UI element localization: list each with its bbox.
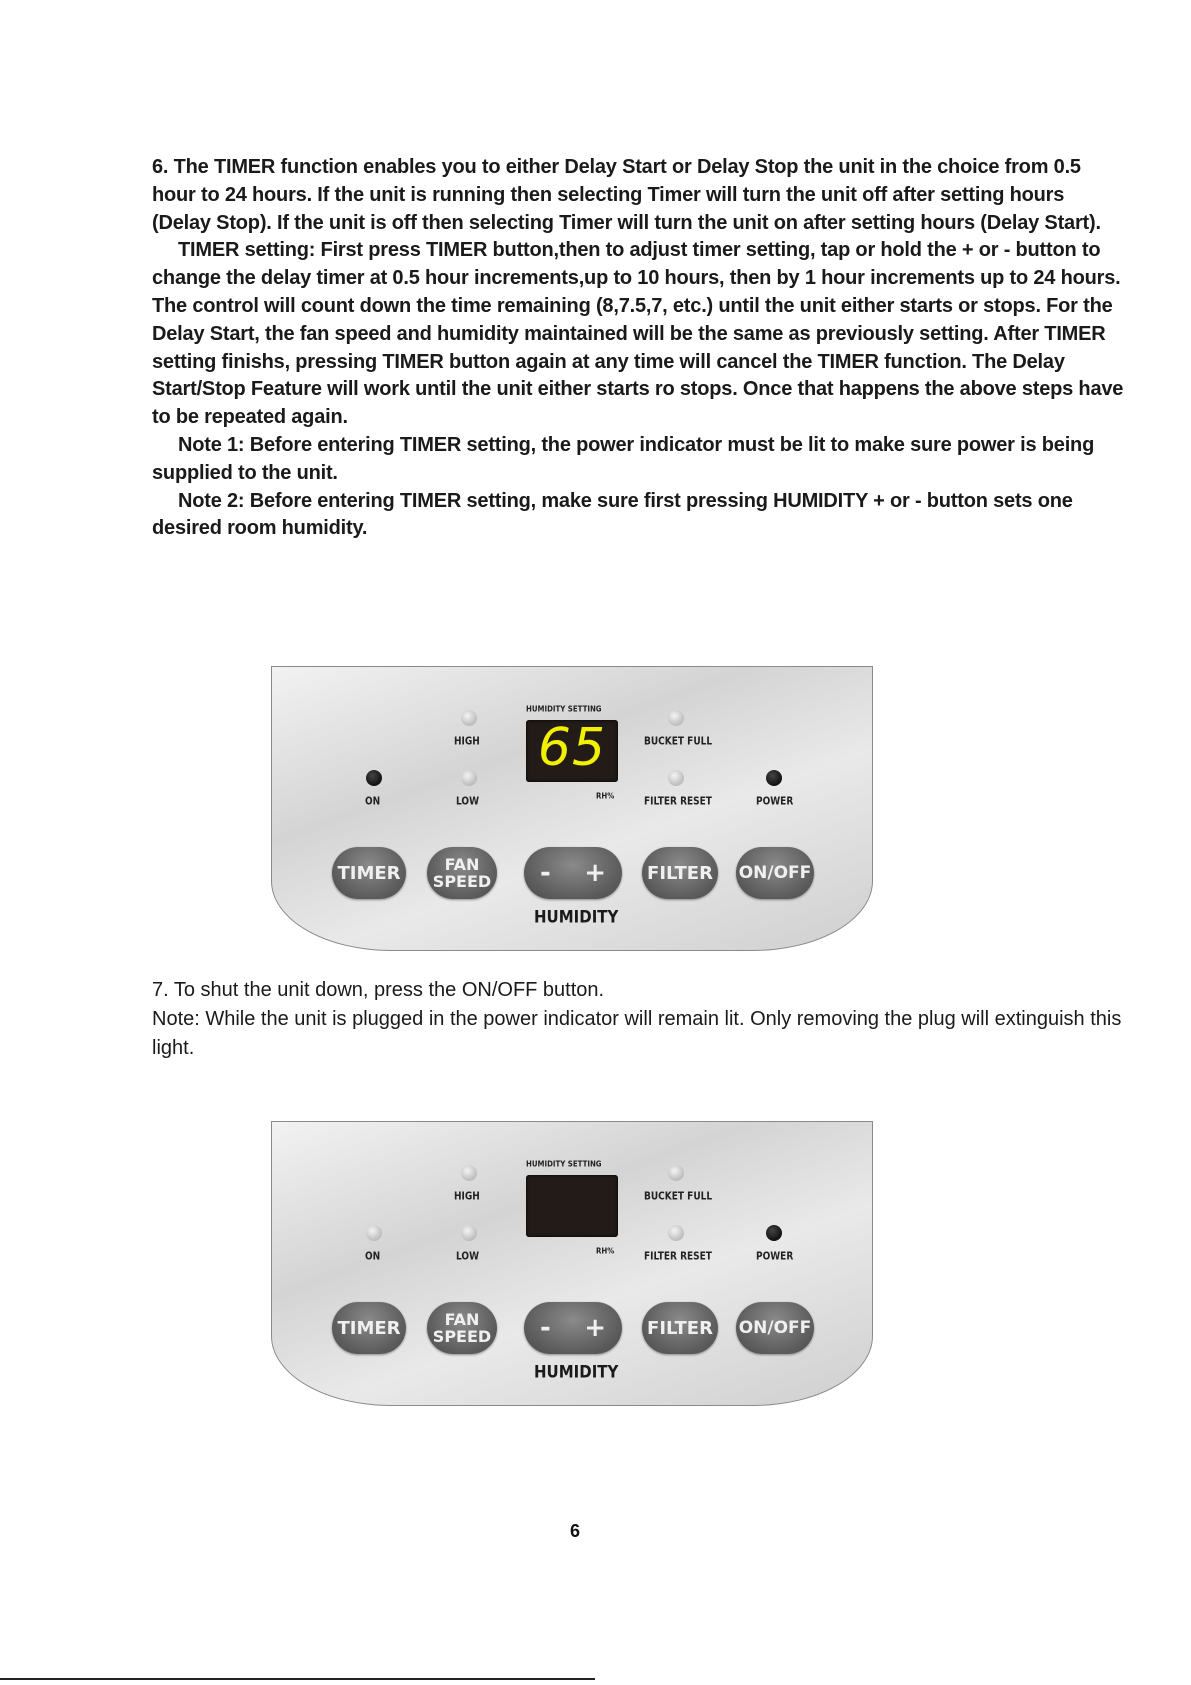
timer-intro-paragraph: 6. The TIMER function enables you to either Delay Start or Delay Stop the unit in the choice from 0.5 hour to 24 hours. If the unit is running then selecting Timer will turn the unit off after setting hours (Delay Stop). If the unit is off then selecting Timer will turn the unit on after setting hours (Delay Start). [152, 156, 1101, 234]
control-panel-illustration-2 [271, 1121, 873, 1406]
humidity-display [526, 1175, 618, 1237]
humidity-setting-label: HUMIDITY SETTING [526, 704, 602, 714]
minus-icon: - [540, 1313, 551, 1343]
control-panel-illustration-1 [271, 666, 873, 951]
filter-button: FILTER [642, 1302, 718, 1354]
bucket-full-label: BUCKET FULL [644, 1191, 713, 1203]
high-indicator-icon [461, 1165, 477, 1181]
on-indicator-icon [366, 770, 382, 786]
high-label: HIGH [454, 1191, 480, 1203]
filter-reset-label: FILTER RESET [644, 1251, 712, 1263]
on-off-button: ON/OFF [736, 847, 814, 899]
filter-button: FILTER [642, 847, 718, 899]
rh-label: RH% [596, 791, 615, 801]
timer-setting-paragraph: TIMER setting: First press TIMER button,then to adjust timer setting, tap or hold the + or - button to change the delay timer at 0.5 hour increments,up to 10 hours, then by 1 hour increments up to 24 hours. The control will count down the time remaining (8,7.5,7, etc.) until the unit either starts or stops. For the Delay Start, the fan speed and humidity maintained will be the same as previously setting. After TIMER setting finishs, pressing TIMER button again at any time will cancel the TIMER function. The Delay Start/Stop Feature will work until the unit either starts ro stops. Once that happens the above steps have to be repeated again. [152, 239, 1124, 429]
timer-button: TIMER [332, 847, 406, 899]
on-label: ON [365, 1251, 381, 1263]
on-label: ON [365, 796, 381, 808]
fan-speed-button: FAN SPEED [427, 847, 497, 899]
humidity-setting-label: HUMIDITY SETTING [526, 1159, 602, 1169]
on-off-button: ON/OFF [736, 1302, 814, 1354]
high-indicator-icon [461, 710, 477, 726]
fan-speed-button: FAN SPEED [427, 1302, 497, 1354]
section-6 [152, 154, 1127, 543]
power-label: POWER [756, 796, 794, 808]
note-2-paragraph: Note 2: Before entering TIMER setting, make sure first pressing HUMIDITY + or - button sets one desired room humidity. [152, 489, 1073, 540]
bucket-full-indicator-icon [668, 1165, 684, 1181]
shutdown-note-paragraph: Note: While the unit is plugged in the power indicator will remain lit. Only removing the plug will extinguish this light. [152, 1008, 1122, 1059]
on-indicator-icon [366, 1225, 382, 1241]
low-label: LOW [456, 1251, 479, 1263]
humidity-button [524, 1302, 622, 1354]
plus-icon: + [584, 1313, 606, 1343]
low-label: LOW [456, 796, 479, 808]
humidity-label: HUMIDITY [534, 1362, 619, 1382]
section-7 [152, 976, 1127, 1063]
rh-label: RH% [596, 1246, 615, 1256]
humidity-button [524, 847, 622, 899]
power-label: POWER [756, 1251, 794, 1263]
plus-icon: + [584, 858, 606, 888]
power-indicator-icon [766, 1225, 782, 1241]
minus-icon: - [540, 858, 551, 888]
humidity-display [526, 720, 618, 782]
power-indicator-icon [766, 770, 782, 786]
humidity-label: HUMIDITY [534, 907, 619, 927]
filter-reset-indicator-icon [668, 770, 684, 786]
timer-button: TIMER [332, 1302, 406, 1354]
footer-divider [0, 1678, 595, 1680]
high-label: HIGH [454, 736, 480, 748]
low-indicator-icon [461, 770, 477, 786]
humidity-display-value: 65 [537, 718, 607, 778]
page-number: 6 [569, 1521, 580, 1541]
note-1-paragraph: Note 1: Before entering TIMER setting, the power indicator must be lit to make sure power is being supplied to the unit. [152, 433, 1095, 484]
shutdown-paragraph: 7. To shut the unit down, press the ON/OFF button. [152, 979, 605, 1001]
low-indicator-icon [461, 1225, 477, 1241]
filter-reset-label: FILTER RESET [644, 796, 712, 808]
filter-reset-indicator-icon [668, 1225, 684, 1241]
bucket-full-label: BUCKET FULL [644, 736, 713, 748]
bucket-full-indicator-icon [668, 710, 684, 726]
